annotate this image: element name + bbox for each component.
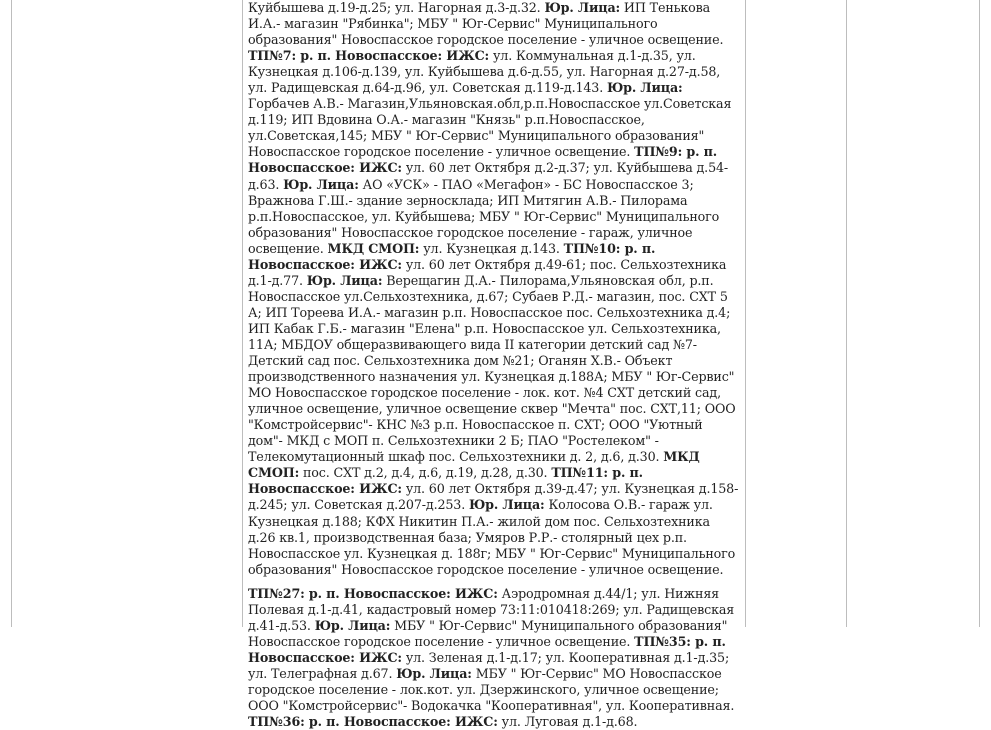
address-list-cell	[248, 0, 741, 730]
bold-heading-run: ТП№9: р. п. Новоспасское: ИЖС:	[248, 144, 718, 176]
bold-heading-run: ТП№10: р. п. Новоспасское: ИЖС:	[248, 240, 656, 272]
text-run: ИП Тенькова И.А.- магазин "Рябинка"; МБУ " Юг-Сервис" Муниципального образования" Новоспасское городское поселение - уличное освещение.	[248, 0, 724, 48]
text-run: ул. 60 лет Октября д.2-д.37; ул. Куйбышева д.54-д.63.	[248, 160, 729, 192]
text-run: ул. Коммунальная д.1-д.35, ул. Кузнецкая д.106-д.139, ул. Куйбышева д.6-д.55, ул. Нагорная д.27-д.58, ул. Радищевская д.64-д.96, ул. Советская д.119-д.143.	[248, 48, 721, 96]
bold-heading-run: МКД СМОП:	[327, 240, 420, 256]
bold-heading-run: Юр. Лица:	[314, 617, 391, 633]
text-run: ул. Кузнецкая д.143.	[419, 240, 564, 256]
bold-heading-run: ТП№36: р. п. Новоспасское: ИЖС:	[248, 714, 498, 730]
bold-heading-run: МКД СМОП:	[248, 449, 700, 481]
table-border-column	[745, 0, 746, 627]
text-run: АО «УСК» - ПАО «Мегафон» - БС Новоспасское 3; Вражнова Г.Ш.- здание зерносклада; ИП Митягин А.В.- Пилорама р.п.Новоспасское, ул. Куйбышева; МБУ " Юг-Сервис" Муниципального образования" Новоспасское городское поселение - гараж, уличное освещение.	[248, 176, 720, 256]
bold-heading-run: ТП№11: р. п. Новоспасское: ИЖС:	[248, 465, 643, 497]
bold-heading-run: Юр. Лица:	[396, 665, 472, 681]
text-run: Колосова О.В.- гараж ул. Кузнецкая д.188; КФХ Никитин П.А.- жилой дом пос. Сельхозтехника д.26 кв.1, производственная база; Умяров Р.Р.- столярный цех р.п. Новоспасское ул. Кузнецкая д. 188г; МБУ " Юг-Сервис" Муниципального образования" Новоспасское городское поселение - уличное освещение.	[248, 497, 736, 577]
text-run: ул. 60 лет Октября д.39-д.47; ул. Кузнецкая д.158-д.245; ул. Советская д.207-д.253.	[248, 481, 739, 513]
text-run: ул. Зеленая д.1-д.17; ул. Кооперативная д.1-д.35; ул. Телеграфная д.67.	[248, 649, 730, 681]
table-border-column	[846, 0, 847, 627]
bold-heading-run: ТП№27: р. п. Новоспасское: ИЖС:	[248, 585, 498, 601]
text-run: МБУ " Юг-Сервис" Муниципального образования" Новоспасское городское поселение - уличное освещение.	[248, 617, 728, 649]
table-border-column	[242, 0, 243, 627]
text-run: пос. СХТ д.2, д.4, д.6, д.19, д.28, д.30.	[299, 465, 552, 481]
address-paragraph	[248, 586, 741, 730]
bold-heading-run: Юр. Лица:	[306, 272, 383, 288]
text-run: Горбачев А.В.- Магазин,Ульяновская.обл,р.п.Новоспасское ул.Советская д.119; ИП Вдовина О.А.- магазин "Князь" р.п.Новоспасское, ул.Советская,145; МБУ " Юг-Сервис" Муниципального образования" Новоспасское городское поселение - уличное освещение.	[248, 96, 732, 160]
bold-heading-run: Юр. Лица:	[469, 497, 545, 513]
text-run: МБУ " Юг-Сервис" МО Новоспасское городское поселение - лок.кот. ул. Дзержинского, уличное освещение; ООО "Комстройсервис"- Водокачка "Кооперативная", ул. Кооперативная.	[248, 665, 735, 714]
text-run: Куйбышева д.19-д.25; ул. Нагорная д.3-д.32.	[248, 0, 545, 15]
bold-heading-run: Юр. Лица:	[544, 0, 621, 15]
bold-heading-run: ТП№35: р. п. Новоспасское: ИЖС:	[248, 633, 726, 665]
text-run: Верещагин Д.А.- Пилорама,Ульяновская обл, р.п. Новоспасское ул.Сельхозтехника, д.67; Субаев Р.Д.- магазин, пос. СХТ 5 А; ИП Тореева И.А.- магазин р.п. Новоспасское пос. Сельхозтехника д.4; ИП Кабак Г.Б.- магазин "Елена" р.п. Новоспасское ул. Сельхозтехника, 11А; МБДОУ общеразвивающего вида II категории детский сад №7- Детский сад пос. Сельхозтехника дом №21; Оганян Х.В.- Объект производственного назначения ул. Кузнецкая д.188А; МБУ " Юг-Сервис" МО Новоспасское городское поселение - лок. кот. №4 СХТ детский сад, уличное освещение, уличное освещение сквер "Мечта" пос. СХТ,11; ООО "Комстройсервис"- КНС №3 р.п. Новоспасское п. СХТ; ООО "Уютный дом"- МКД с МОП п. Сельхозтехники 2 Б; ПАО "Ростелеком" - Телекомутационный шкаф пос. Сельхозтехники д. 2, д.6, д.30.	[248, 272, 736, 465]
table-border-right	[979, 0, 980, 627]
bold-heading-run: ТП№7: р. п. Новоспасское: ИЖС:	[248, 48, 490, 64]
address-paragraph	[248, 0, 741, 578]
table-border-left	[11, 0, 12, 627]
bold-heading-run: Юр. Лица:	[607, 80, 683, 96]
text-run: ул. 60 лет Октября д.49-61; пос. Сельхозтехника д.1-д.77.	[248, 256, 727, 288]
text-run: ул. Луговая д.1-д.68.	[497, 714, 638, 730]
bold-heading-run: Юр. Лица:	[283, 176, 359, 192]
text-run: Аэродромная д.44/1; ул. Нижняя Полевая д.1-д.41, кадастровый номер 73:11:010418:269; ул. Радищевская д.41-д.53.	[248, 585, 735, 633]
